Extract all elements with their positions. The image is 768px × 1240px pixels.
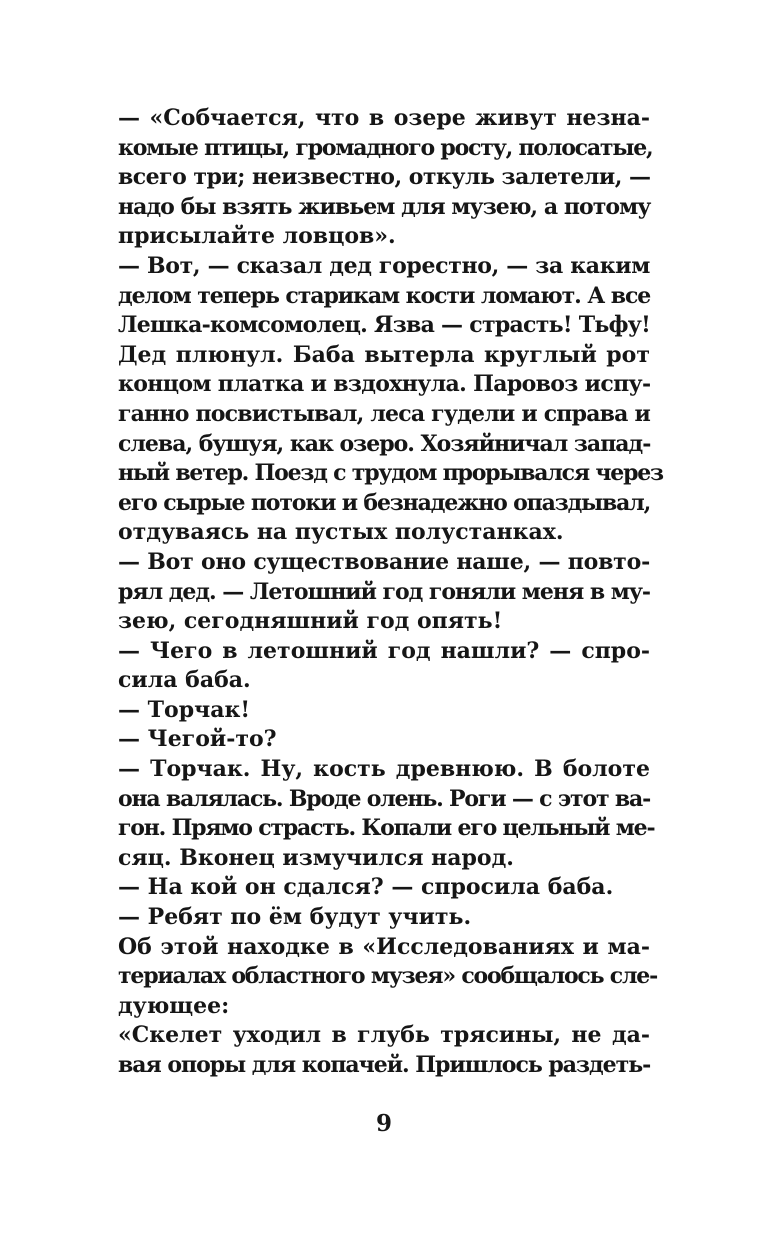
text-line: — Чего в летошний год нашли? — спро- (118, 637, 650, 664)
text-line: зею, сегодняшний год опять! (118, 608, 503, 635)
text-line: сяц. Вконец измучился народ. (118, 844, 514, 871)
text-line: она валялась. Вроде олень. Роги — с этот ва- (118, 785, 651, 812)
text-line: присылайте ловцов». (118, 223, 396, 250)
text-line: его сырые потоки и безнадежно опаздывал, (118, 489, 651, 516)
text-line: рял дед. — Летошний год гоняли меня в му- (118, 578, 650, 605)
text-line: дующее: (118, 992, 230, 1019)
body-text (118, 104, 663, 1081)
text-line: — «Собчается, что в озере живут незна- (118, 105, 650, 131)
text-line: слева, бушуя, как озеро. Хозяйничал запад- (118, 430, 651, 457)
text-line: сила баба. (118, 667, 251, 694)
text-line: «Скелет уходил в глубь трясины, не да- (118, 1022, 650, 1049)
text-line: — Торчак. Ну, кость древнюю. В болоте (118, 756, 650, 783)
text-line: — Чегой-то? (118, 726, 277, 753)
text-line: Лешка-комсомолец. Язва — страсть! Тьфу! (118, 312, 651, 339)
text-line: — Торчак! (118, 696, 250, 723)
text-line: Дед плюнул. Баба вытерла круглый рот (118, 341, 650, 368)
text-line: — На кой он сдался? — спросила баба. (118, 874, 614, 901)
text-line: — Ребят по ём будут учить. (118, 904, 472, 931)
text-line: ганно посвистывал, леса гудели и справа и (118, 400, 650, 427)
page-number: 9 (375, 1110, 392, 1137)
text-line: комые птицы, громадного росту, полосатые, (118, 134, 653, 161)
text-line: — Вот, — сказал дед горестно, — за каким (118, 252, 651, 279)
text-line: концом платка и вздохнула. Паровоз испу- (118, 371, 651, 398)
text-line: делом теперь старикам кости ломают. А все (118, 282, 651, 309)
text-line: отдуваясь на пустых полустанках. (118, 519, 564, 546)
text-line: гон. Прямо страсть. Копали его цельный ме- (118, 815, 655, 842)
text-line: надо бы взять живьем для музею, а потому (118, 193, 651, 220)
text-line: — Вот оно существование наше, — повто- (118, 548, 650, 575)
text-line: ный ветер. Поезд с трудом прорывался через (118, 460, 663, 487)
text-line: Об этой находке в «Исследованиях и ма- (118, 933, 650, 960)
text-line: териалах областного музея» сообщалось сле- (118, 963, 658, 990)
text-line: вая опоры для копачей. Пришлось раздеть- (118, 1052, 651, 1078)
text-line: всего три; неизвестно, откуль залетели, — (118, 164, 651, 191)
